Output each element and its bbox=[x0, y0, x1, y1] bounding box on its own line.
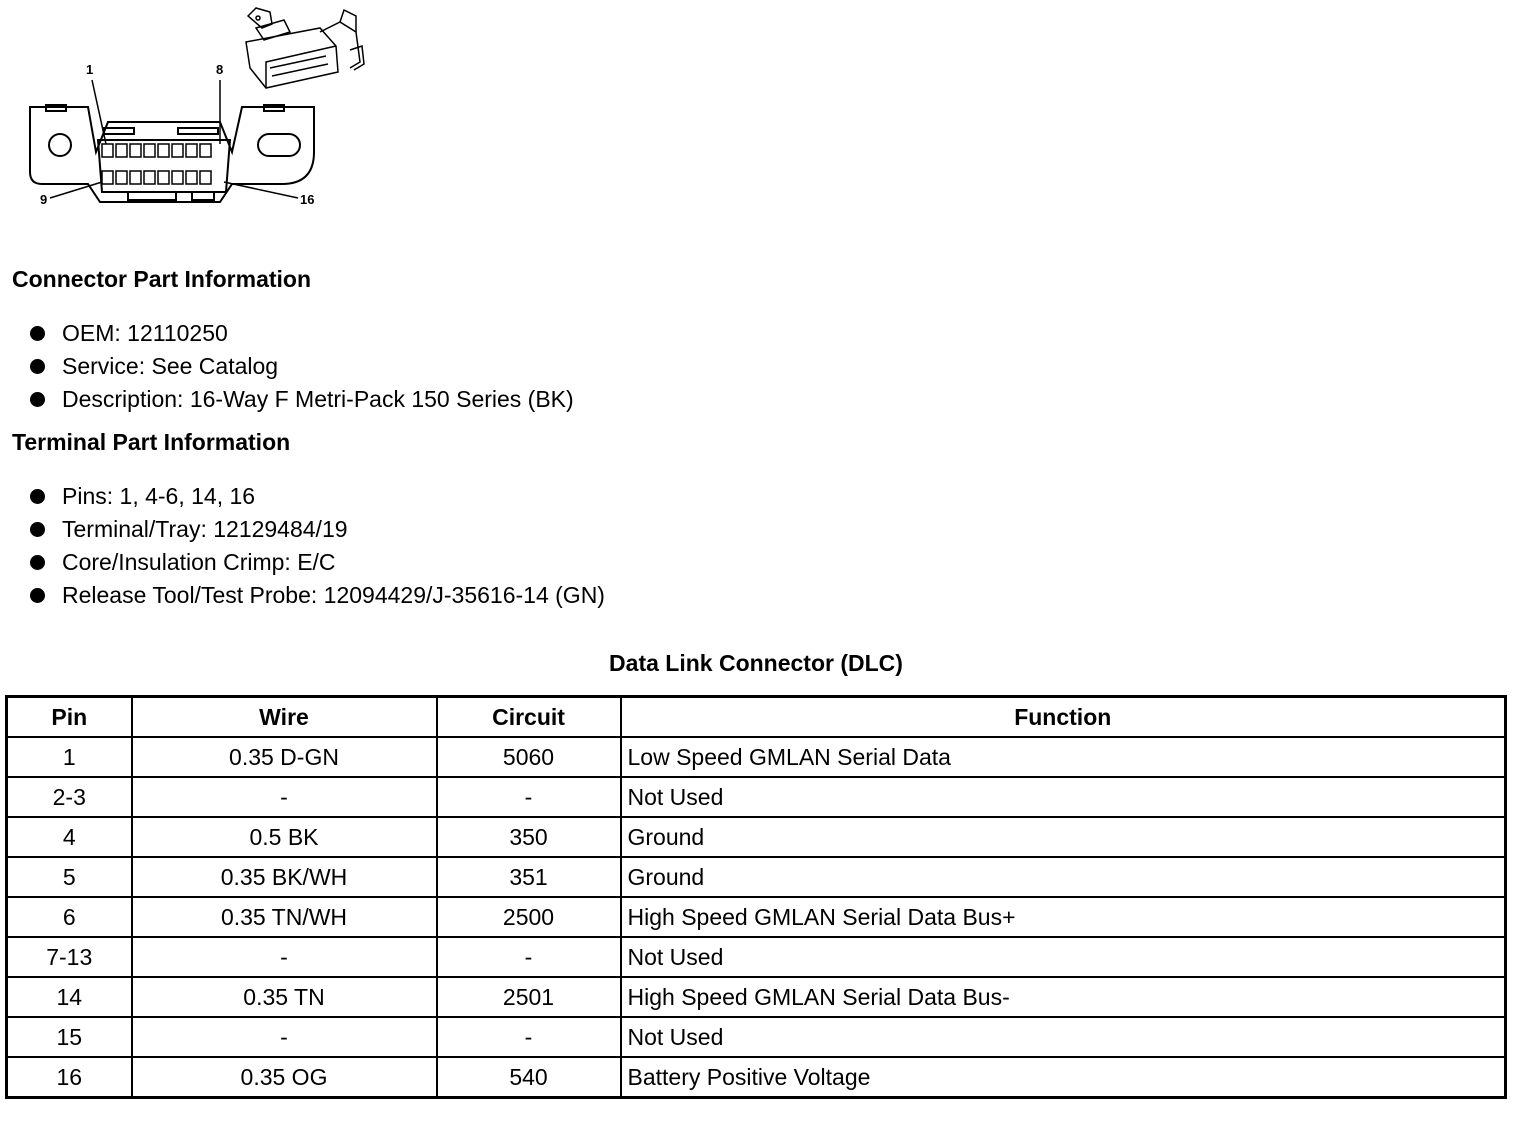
list-item-text: Pins: 1, 4-6, 14, 16 bbox=[62, 483, 256, 509]
pin-label-16: 16 bbox=[300, 192, 315, 207]
bullet-icon bbox=[30, 588, 45, 603]
wire-cell: - bbox=[132, 937, 437, 977]
list-item bbox=[28, 317, 574, 350]
table-row bbox=[7, 857, 1506, 897]
connector-3d-icon bbox=[246, 8, 364, 88]
wire-cell: - bbox=[132, 777, 437, 817]
table-title: Data Link Connector (DLC) bbox=[609, 650, 903, 676]
wire-cell: 0.35 BK/WH bbox=[132, 857, 437, 897]
wire-cell: 0.35 TN/WH bbox=[132, 897, 437, 937]
list-item-text: Service: See Catalog bbox=[62, 353, 279, 379]
pin-cell: 14 bbox=[7, 977, 132, 1017]
bullet-icon bbox=[30, 522, 45, 537]
list-item-text: Terminal/Tray: 12129484/19 bbox=[62, 516, 348, 542]
table-row bbox=[7, 777, 1506, 817]
circuit-cell: - bbox=[437, 1017, 621, 1057]
list-item bbox=[28, 480, 605, 513]
table-row bbox=[7, 737, 1506, 777]
table-row bbox=[7, 937, 1506, 977]
wire-cell: 0.35 D-GN bbox=[132, 737, 437, 777]
pin-cell: 7-13 bbox=[7, 937, 132, 977]
list-item-text: OEM: 12110250 bbox=[62, 320, 228, 346]
function-cell: Battery Positive Voltage bbox=[621, 1057, 1506, 1098]
table-body bbox=[7, 737, 1506, 1098]
function-cell: High Speed GMLAN Serial Data Bus+ bbox=[621, 897, 1506, 937]
bullet-icon bbox=[30, 392, 45, 407]
pin-cell: 1 bbox=[7, 737, 132, 777]
pin-cell: 6 bbox=[7, 897, 132, 937]
function-cell: Ground bbox=[621, 857, 1506, 897]
list-item-text: Description: 16-Way F Metri-Pack 150 Series (BK) bbox=[62, 386, 574, 412]
list-item bbox=[28, 579, 605, 612]
terminal-info-heading: Terminal Part Information bbox=[12, 429, 291, 455]
connector-diagram bbox=[20, 2, 380, 212]
column-header-circuit: Circuit bbox=[437, 697, 621, 738]
pin-label-1: 1 bbox=[86, 62, 94, 77]
pin-cell: 4 bbox=[7, 817, 132, 857]
circuit-cell: - bbox=[437, 777, 621, 817]
column-header-wire: Wire bbox=[132, 697, 437, 738]
wire-cell: 0.5 BK bbox=[132, 817, 437, 857]
dlc-pinout-table bbox=[5, 695, 1507, 1099]
table-row bbox=[7, 897, 1506, 937]
table-row bbox=[7, 1057, 1506, 1098]
connector-info-list bbox=[28, 317, 574, 416]
function-cell: Not Used bbox=[621, 777, 1506, 817]
terminal-info-list bbox=[28, 480, 605, 612]
connector-info-heading: Connector Part Information bbox=[12, 266, 312, 292]
function-cell: Low Speed GMLAN Serial Data bbox=[621, 737, 1506, 777]
table-row bbox=[7, 817, 1506, 857]
pin-cell: 16 bbox=[7, 1057, 132, 1098]
bullet-icon bbox=[30, 359, 45, 374]
wire-cell: 0.35 OG bbox=[132, 1057, 437, 1098]
column-header-function: Function bbox=[621, 697, 1506, 738]
wire-cell: - bbox=[132, 1017, 437, 1057]
function-cell: Not Used bbox=[621, 1017, 1506, 1057]
circuit-cell: - bbox=[437, 937, 621, 977]
circuit-cell: 540 bbox=[437, 1057, 621, 1098]
pin-cell: 15 bbox=[7, 1017, 132, 1057]
function-cell: High Speed GMLAN Serial Data Bus- bbox=[621, 977, 1506, 1017]
bullet-icon bbox=[30, 326, 45, 341]
bullet-icon bbox=[30, 489, 45, 504]
bullet-icon bbox=[30, 555, 45, 570]
table-row bbox=[7, 1017, 1506, 1057]
table-row bbox=[7, 977, 1506, 1017]
list-item bbox=[28, 546, 605, 579]
pin-cell: 5 bbox=[7, 857, 132, 897]
list-item bbox=[28, 350, 574, 383]
circuit-cell: 351 bbox=[437, 857, 621, 897]
wire-cell: 0.35 TN bbox=[132, 977, 437, 1017]
column-header-pin: Pin bbox=[7, 697, 132, 738]
circuit-cell: 350 bbox=[437, 817, 621, 857]
list-item-text: Release Tool/Test Probe: 12094429/J-35616-14 (GN) bbox=[62, 582, 605, 608]
pin-label-9: 9 bbox=[40, 192, 48, 207]
pin-label-8: 8 bbox=[216, 62, 224, 77]
function-cell: Ground bbox=[621, 817, 1506, 857]
pin-cell: 2-3 bbox=[7, 777, 132, 817]
circuit-cell: 5060 bbox=[437, 737, 621, 777]
list-item-text: Core/Insulation Crimp: E/C bbox=[62, 549, 336, 575]
list-item bbox=[28, 383, 574, 416]
list-item bbox=[28, 513, 605, 546]
function-cell: Not Used bbox=[621, 937, 1506, 977]
circuit-cell: 2500 bbox=[437, 897, 621, 937]
table-header-row bbox=[7, 697, 1506, 738]
circuit-cell: 2501 bbox=[437, 977, 621, 1017]
